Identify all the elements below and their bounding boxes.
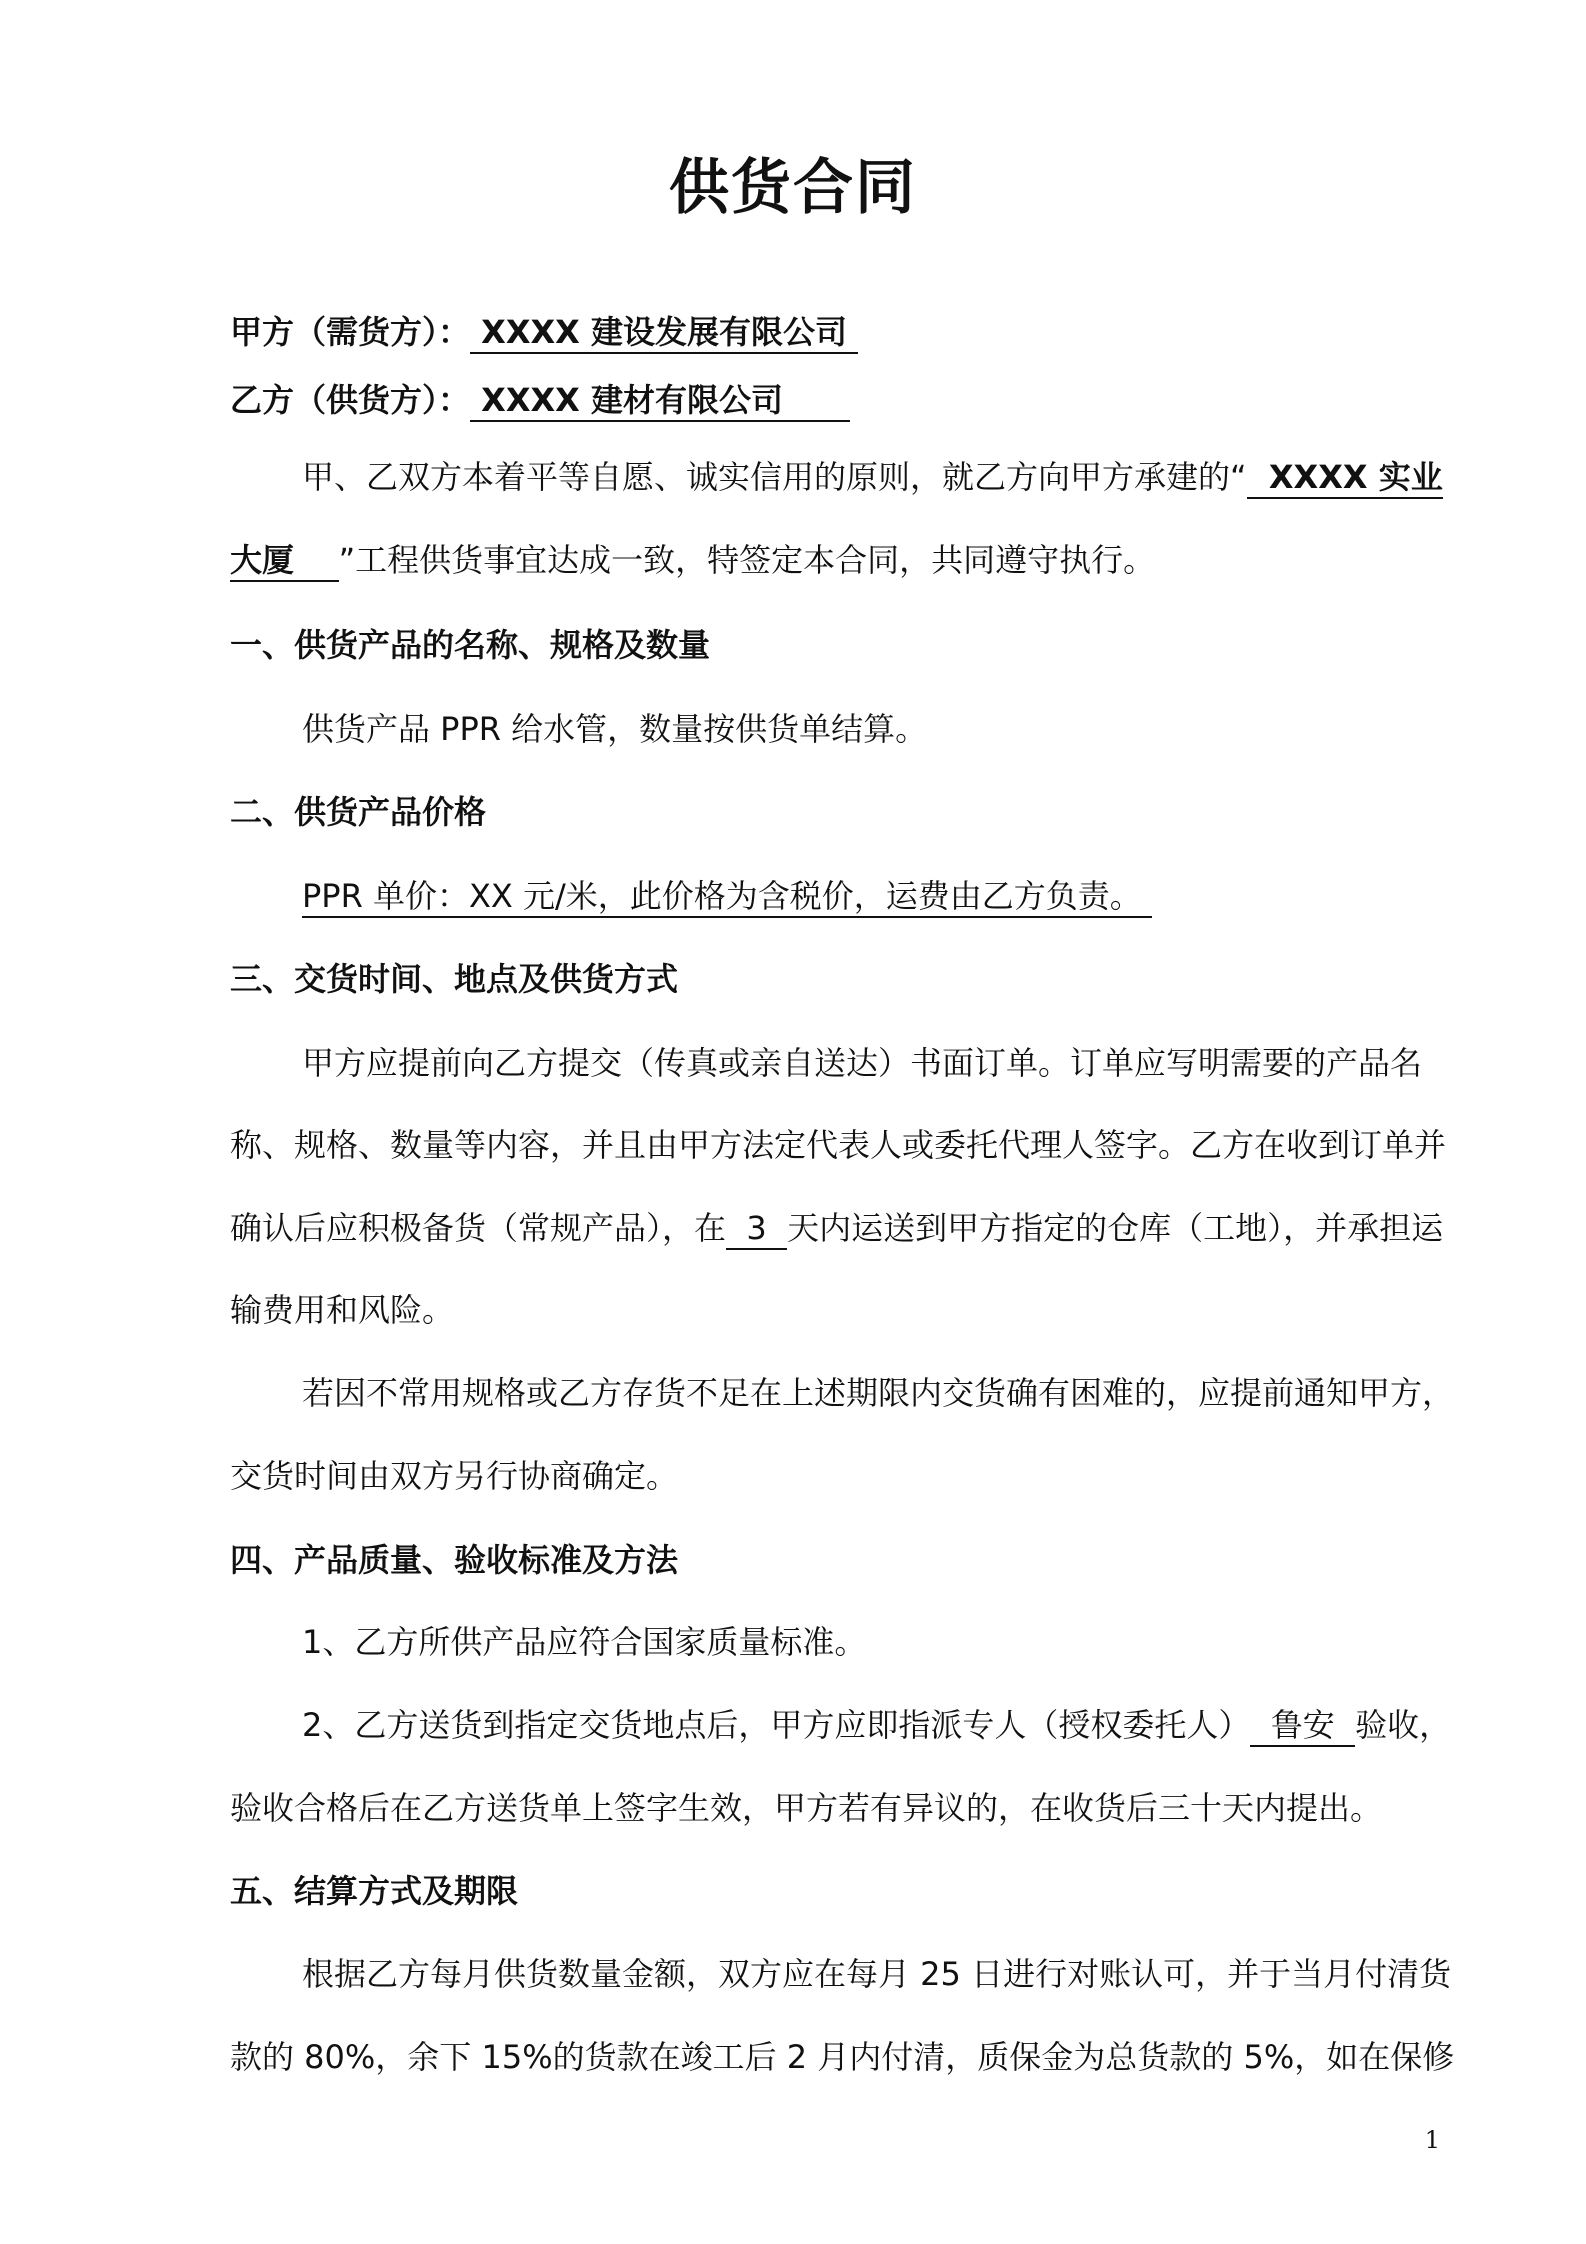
section-3-heading: 三、交货时间、地点及供货方式: [230, 960, 679, 998]
section-5-line-1: 根据乙方每月供货数量金额，双方应在每月 25 日进行对账认可，并于当月付清货: [302, 1955, 1452, 1993]
party-a-value: XXXX 建设发展有限公司: [470, 312, 858, 354]
party-b-value: XXXX 建材有限公司: [470, 380, 850, 422]
section-2-price-text: PPR 单价：XX 元/米，此价格为含税价，运费由乙方负责。: [302, 876, 1152, 918]
section-3-p1-line-4: 输费用和风险。: [230, 1291, 455, 1329]
delivery-text-prefix: 确认后应积极备货（常规产品），在: [230, 1209, 727, 1247]
section-4-item-2-line-1: [230, 1703, 1512, 1747]
section-3-p1-line-1: 甲方应提前向乙方提交（传真或亲自送达）书面订单。订单应写明需要的产品名: [302, 1044, 1423, 1082]
project-name-part-2: 大厦: [230, 540, 339, 582]
delivery-days: 3: [726, 1208, 787, 1250]
project-name-part-1: XXXX 实业: [1247, 457, 1443, 499]
section-3-p2-line-1: 若因不常用规格或乙方存货不足在上述期限内交货确有困难的，应提前通知甲方，: [302, 1374, 1455, 1412]
section-5-line-2: 款的 80%，余下 15%的货款在竣工后 2 月内付清，质保金为总货款的 5%，如在保修: [230, 2038, 1455, 2076]
preamble-text-end: ”工程供货事宜达成一致，特签定本合同，共同遵守执行。: [338, 541, 1156, 579]
section-3-p1-line-2: 称、规格、数量等内容，并且由甲方法定代表人或委托代理人签字。乙方在收到订单并: [230, 1126, 1447, 1164]
section-3-p1-line-3: [230, 1206, 1444, 1250]
party-b-label: 乙方（供货方）：: [230, 381, 471, 419]
preamble-line-2: [230, 538, 1440, 582]
item-2-text-suffix: 验收，: [1355, 1706, 1452, 1744]
section-4-item-2-line-2: 验收合格后在乙方送货单上签字生效，甲方若有异议的，在收货后三十天内提出。: [230, 1789, 1383, 1827]
party-a-label: 甲方（需货方）：: [230, 313, 471, 351]
party-b-line: [230, 378, 1440, 422]
delivery-text-suffix: 天内运送到甲方指定的仓库（工地），并承担运: [787, 1209, 1444, 1247]
inspector-name: 鲁安: [1250, 1705, 1355, 1747]
section-3-p2-line-2: 交货时间由双方另行协商确定。: [230, 1457, 679, 1495]
section-2-line: [230, 874, 1512, 918]
section-4-heading: 四、产品质量、验收标准及方法: [230, 1541, 679, 1579]
party-a-line: [230, 310, 1440, 354]
document-title: 供货合同: [669, 153, 917, 223]
section-1-text: 供货产品 PPR 给水管，数量按供货单结算。: [302, 710, 928, 748]
preamble-line-1: [230, 455, 1512, 499]
section-2-heading: 二、供货产品价格: [230, 793, 487, 831]
section-5-heading: 五、结算方式及期限: [230, 1872, 519, 1910]
item-2-text-prefix: 2、乙方送货到指定交货地点后，甲方应即指派专人（授权委托人）: [302, 1706, 1251, 1744]
preamble-text: 甲、乙双方本着平等自愿、诚实信用的原则，就乙方向甲方承建的“: [302, 458, 1247, 496]
section-1-heading: 一、供货产品的名称、规格及数量: [230, 626, 711, 664]
page-number: 1: [1424, 2126, 1440, 2154]
section-4-item-1: 1、乙方所供产品应符合国家质量标准。: [302, 1623, 867, 1661]
